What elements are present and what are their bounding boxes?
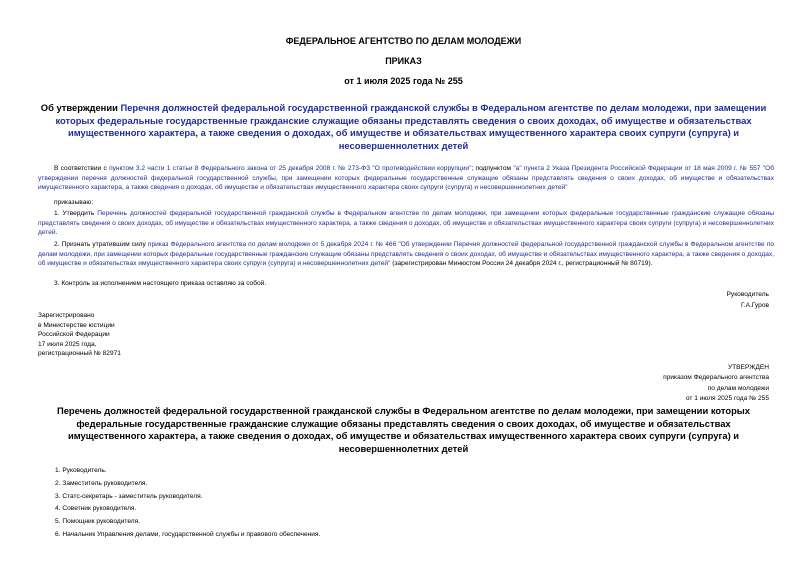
item-2-suffix: (зарегистрирован Минюстом России 24 декабря 2024 г., регистрационный № 80719). <box>390 260 653 268</box>
registration-line-5: регистрационный № 82971 <box>38 350 121 358</box>
registration-block <box>38 311 121 359</box>
agency-name: ФЕДЕРАЛЬНОЕ АГЕНТСТВО ПО ДЕЛАМ МОЛОДЕЖИ <box>285 36 522 46</box>
approval-line-3: по делам молодежи <box>707 384 769 392</box>
title-prefix: Об утверждении <box>40 102 121 113</box>
approval-line-4: от 1 июля 2025 года № 255 <box>685 395 769 403</box>
registration-line-2: в Министерстве юстиции <box>38 321 115 329</box>
document-type: ПРИКАЗ <box>385 56 422 66</box>
list-item: 4. Советник руководителя. <box>55 505 137 513</box>
item-1 <box>38 209 774 238</box>
item-1-suffix: . <box>55 229 58 237</box>
approval-line-1: УТВЕРЖДЕН <box>727 364 769 371</box>
signature-position: Руководитель <box>726 291 769 298</box>
registration-line-1: Зарегистрировано <box>38 312 95 319</box>
item-2-link[interactable]: приказ Федерального агентства по делам молодежи от 5 декабря 2024 г. № 466 "Об утверждении Перечня должностей федеральной государственной гражданской службы в Федеральном агентстве по делам молодежи, при замещении которых федеральные государственные гражданские служащие обязаны представлять сведения о своих доходах, об имуществе и обязательствах имущественного характера, а также сведения о доходах, об имуществе и обязательствах имущественного характера своих супруги (супруга) и несовершеннолетних детей" <box>38 241 775 268</box>
approval-line-2: приказом Федерального агентства <box>663 374 769 382</box>
title-link[interactable]: Перечня должностей федеральной государственной гражданской службы в Федеральном агентстве по делам молодежи, при замещении которых федеральные государственные гражданские служащие обязаны представлять сведения о своих доходах, об имуществе и обязательствах имущественного характера, а также сведения о доходах, об имуществе и обязательствах имущественного характера своих супруги (супруга) и несовершеннолетних детей <box>55 102 767 151</box>
preamble-text-1: В соответствии с <box>54 165 110 172</box>
law-273-link[interactable]: пунктом 3.2 части 1 статьи 8 Федерального закона от 25 декабря 2008 г. № 273-ФЗ "О противодействии коррупции" <box>109 165 472 172</box>
list-item: 1. Руководитель. <box>55 467 107 474</box>
item-2-prefix: 2. Признать утратившим силу <box>54 241 148 248</box>
registration-line-4: 17 июля 2025 года, <box>38 340 97 348</box>
item-2 <box>38 240 774 269</box>
item-1-link[interactable]: Перечень должностей федеральной государственной гражданской службы в Федеральном агентстве по делам молодежи, при замещении которых федеральные государственные гражданские служащие обязаны представлять сведения о своих доходах, об имуществе и обязательствах имущественного характера, а также сведения о доходах, об имуществе и обязательствах имущественного характера своих супруги (супруга) и несовершеннолетних детей <box>38 210 774 237</box>
document-title <box>30 102 777 152</box>
approval-block <box>663 363 769 405</box>
item-3: 3. Контроль за исполнением настоящего приказа оставляю за собой. <box>54 280 267 287</box>
preamble-paragraph <box>38 164 774 193</box>
list-item: 2. Заместитель руководителя. <box>55 479 148 487</box>
preamble-text-2: ; подпунктом <box>471 165 514 172</box>
registration-line-3: Российской Федерации <box>38 331 110 339</box>
positions-list <box>55 465 320 542</box>
list-item: 3. Статс-секретарь - заместитель руководителя. <box>55 492 203 500</box>
list-title: Перечень должностей федеральной государственной гражданской службы в Федеральном агентстве по делам молодежи, при замещении которых федеральные государственные гражданские служащие обязаны представлять сведения о своих доходах, об имуществе и обязательствах имущественного характера, а также сведения о доходах, об имуществе и обязательствах имущественного характера своих супруги (супруга) и несовершеннолетних детей <box>56 405 751 454</box>
decree-557-link[interactable]: "а" пункта 2 Указа Президента Российской Федерации от 18 мая 2009 г. № 557 "Об утверждении перечня должностей федеральной государственной службы, при замещении которых федеральные государственные служащие обязаны представлять сведения о своих доходах, об имуществе и обязательствах имущественного характера, а также сведения о доходах, об имуществе и обязательствах имущественного характера своих супруги (супруга) и несовершеннолетних детей" <box>38 165 774 192</box>
order-word: приказываю: <box>54 199 94 206</box>
list-item: 6. Начальник Управления делами, государственной службы и правового обеспечения. <box>55 530 321 538</box>
document-date-number: от 1 июля 2025 года № 255 <box>344 76 463 86</box>
item-1-prefix: 1. Утвердить <box>54 210 98 217</box>
list-item: 5. Помощник руководителя. <box>55 518 141 526</box>
signature-name: Г.А.Гуров <box>740 302 769 309</box>
